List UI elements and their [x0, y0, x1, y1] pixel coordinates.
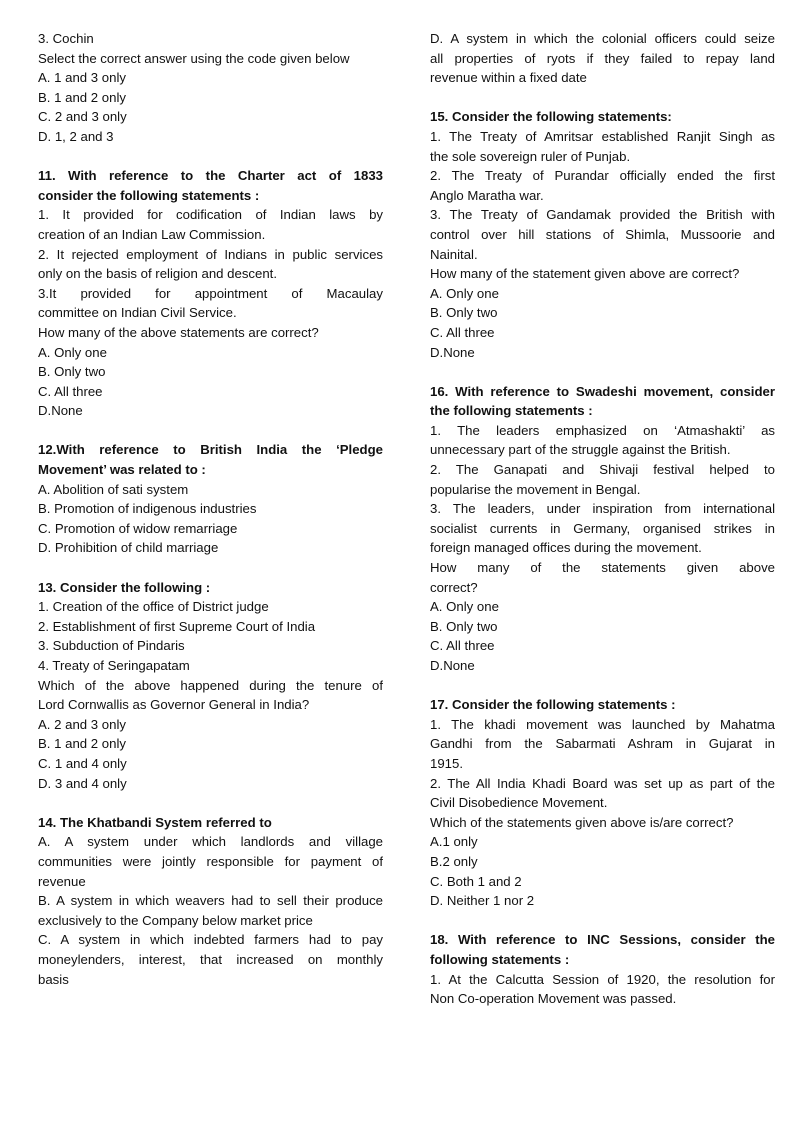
paragraph-gap [38, 421, 383, 441]
text-line: A. Abolition of sati system [38, 481, 189, 497]
text-line: communities were jointly responsible for payment of [38, 853, 383, 869]
text-line: Which of the above happened during the tenure of [38, 677, 383, 693]
text-line: B. Promotion of indigenous industries [38, 501, 257, 517]
text-line: popularise the movement in Bengal. [430, 481, 641, 497]
text-line: C. All three [430, 324, 495, 340]
text-line: D. 3 and 4 only [38, 775, 127, 791]
paragraph-gap [430, 88, 775, 108]
text-line: C. 2 and 3 only [38, 109, 127, 125]
text-line: correct? [430, 579, 478, 595]
text-line: D. Neither 1 nor 2 [430, 893, 535, 909]
text-line: A. Only one [430, 285, 499, 301]
text-line: C. Promotion of widow remarriage [38, 520, 238, 536]
text-line: A. Only one [38, 344, 107, 360]
text-line: 2. The Treaty of Purandar officially ended the first [430, 168, 775, 184]
question-heading-line: following statements : [430, 951, 570, 967]
question-heading-line: 14. The Khatbandi System referred to [38, 814, 272, 830]
text-line: D.None [38, 403, 83, 419]
text-line: 2. The All India Khadi Board was set up as part of the [430, 775, 775, 791]
text-line: socialist currents in Germany, organised strikes in [430, 520, 775, 536]
question-heading-line: the following statements : [430, 403, 593, 419]
question-heading-line: Movement’ was related to : [38, 462, 206, 478]
text-line: 1. The Treaty of Amritsar established Ranjit Singh as [430, 128, 775, 144]
paragraph-gap [38, 147, 383, 167]
text-line: 3. The leaders, under inspiration from international [430, 501, 775, 517]
text-line: basis [38, 971, 69, 987]
text-line: B.2 only [430, 853, 478, 869]
text-line: C. A system in which indebted farmers had to pay [38, 932, 383, 948]
question-heading-line: 11. With reference to the Charter act of 1833 [38, 168, 383, 184]
text-line: D. A system in which the colonial officers could seize [430, 31, 775, 46]
text-line: 4. Treaty of Seringapatam [38, 658, 190, 673]
paragraph-gap [38, 793, 383, 813]
text-line: moneylenders, interest, that increased on monthly [38, 951, 383, 967]
text-line: committee on Indian Civil Service. [38, 305, 237, 321]
text-line: D.None [430, 658, 475, 673]
question-heading-line: 16. With reference to Swadeshi movement, consider [430, 383, 775, 399]
question-heading-line: 15. Consider the following statements: [430, 109, 672, 125]
question-heading-line: 18. With reference to INC Sessions, consider the [430, 932, 775, 948]
text-line: C. Both 1 and 2 [430, 873, 522, 889]
text-line: A. A system under which landlords and village [38, 834, 383, 850]
text-line: 3. Cochin [38, 31, 94, 46]
text-line: D.None [430, 344, 475, 360]
text-line: C. 1 and 4 only [38, 755, 127, 771]
text-line: B. Only two [430, 305, 498, 321]
paragraph-gap [430, 676, 775, 696]
text-line: B. A system in which weavers had to sell their produce [38, 893, 383, 909]
text-line: 2. The Ganapati and Shivaji festival helped to [430, 462, 775, 478]
text-line: Anglo Maratha war. [430, 187, 544, 203]
text-line: C. All three [38, 383, 103, 399]
text-line: 2. Establishment of first Supreme Court of India [38, 618, 316, 634]
text-line: Non Co-operation Movement was passed. [430, 991, 677, 1007]
text-line: A.1 only [430, 834, 478, 850]
text-line: exclusively to the Company below market price [38, 912, 313, 928]
text-line: Civil Disobedience Movement. [430, 795, 608, 811]
text-line: 1915. [430, 755, 464, 771]
text-line: How many of the statement given above are correct? [430, 266, 740, 282]
paragraph-gap [38, 558, 383, 578]
question-heading-line: consider the following statements : [38, 187, 260, 203]
paragraph-gap [430, 911, 775, 931]
right-column [430, 29, 775, 1009]
text-line: Nainital. [430, 246, 478, 262]
text-line: control over hill stations of Shimla, Mussoorie and [430, 226, 775, 242]
question-heading-line: 13. Consider the following : [38, 579, 211, 595]
text-line: A. 2 and 3 only [38, 716, 126, 732]
text-line: revenue within a fixed date [430, 70, 587, 86]
text-line: 1. The khadi movement was launched by Mahatma [430, 716, 775, 732]
text-line: 3. The Treaty of Gandamak provided the British with [430, 207, 775, 223]
text-line: D. Prohibition of child marriage [38, 540, 219, 556]
text-line: 1. Creation of the office of District judge [38, 599, 269, 615]
text-line: 3.It provided for appointment of Macaulay [38, 285, 383, 301]
text-line: Gandhi from the Sabarmati Ashram in Gujarat in [430, 736, 775, 752]
text-line: 1. At the Calcutta Session of 1920, the resolution for [430, 971, 775, 987]
text-line: B. Only two [430, 618, 498, 634]
text-line: A. 1 and 3 only [38, 70, 126, 86]
text-line: D. 1, 2 and 3 [38, 128, 114, 144]
text-line: 1. The leaders emphasized on ‘Atmashakti’ as [430, 422, 775, 438]
text-line: unnecessary part of the struggle against the British. [430, 442, 731, 458]
text-line: revenue [38, 873, 86, 889]
text-line: Lord Cornwallis as Governor General in India? [38, 697, 310, 713]
text-line: 1. It provided for codification of Indian laws by [38, 207, 383, 223]
text-line: foreign managed offices during the movement. [430, 540, 702, 556]
text-line: C. All three [430, 638, 495, 654]
text-line: Select the correct answer using the code given below [38, 50, 350, 66]
paragraph-gap [430, 362, 775, 382]
text-line: 3. Subduction of Pindaris [38, 638, 185, 654]
text-line: the sole sovereign ruler of Punjab. [430, 148, 631, 164]
text-line: all properties of ryots if they failed to repay land [430, 50, 775, 66]
text-line: Which of the statements given above is/are correct? [430, 814, 734, 830]
question-heading-line: 12.With reference to British India the ‘Pledge [38, 442, 383, 458]
text-line: B. 1 and 2 only [38, 736, 126, 752]
text-line: A. Only one [430, 599, 499, 615]
text-line: only on the basis of religion and descent. [38, 266, 277, 282]
text-line: B. Only two [38, 364, 106, 380]
text-line: 2. It rejected employment of Indians in public services [38, 246, 383, 262]
text-line: creation of an Indian Law Commission. [38, 226, 266, 242]
text-line: How many of the above statements are correct? [38, 324, 319, 340]
left-column [38, 29, 383, 989]
text-line: How many of the statements given above [430, 560, 775, 576]
text-line: B. 1 and 2 only [38, 89, 126, 105]
question-heading-line: 17. Consider the following statements : [430, 697, 676, 713]
